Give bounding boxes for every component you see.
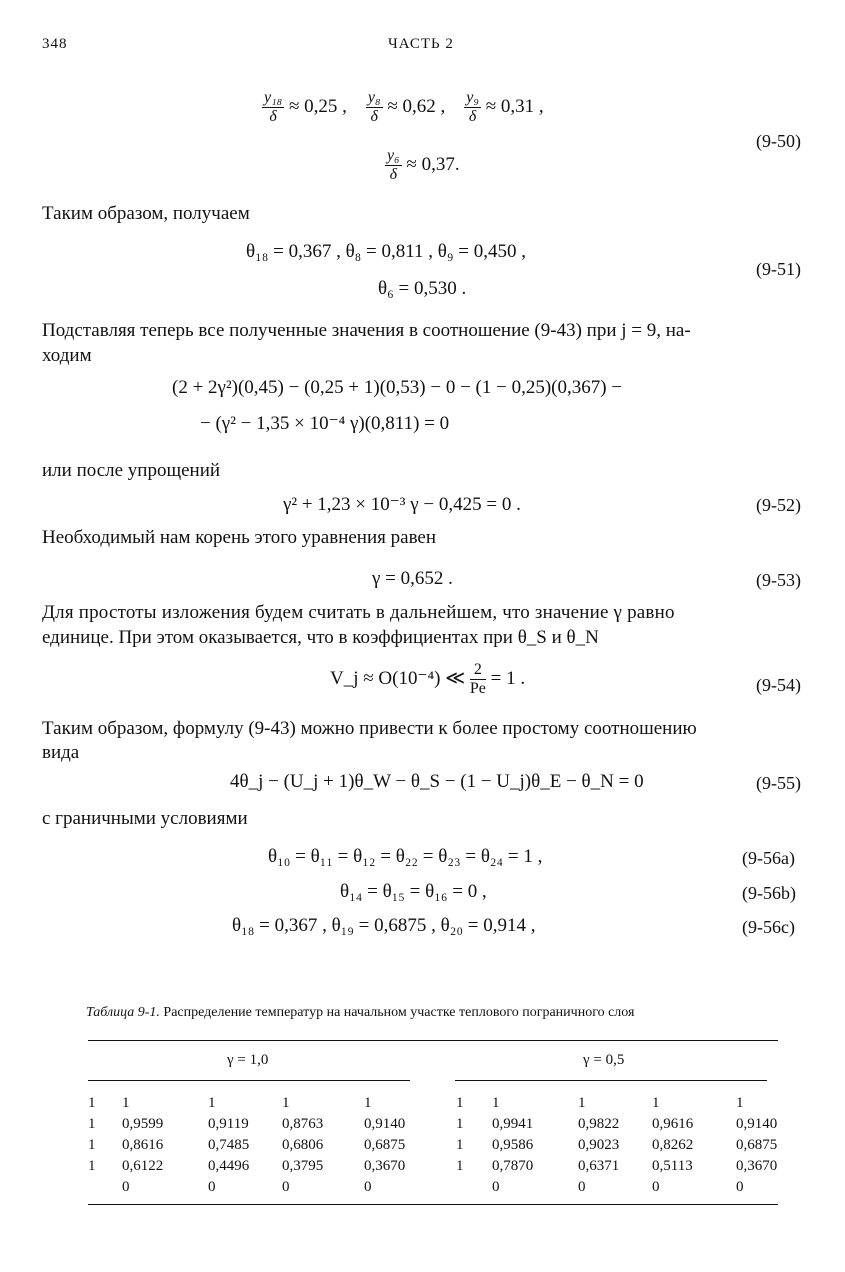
table-cell: 0,9616 bbox=[652, 1116, 694, 1132]
fraction-2-over-pe bbox=[470, 662, 486, 697]
table-cell: 0,8262 bbox=[652, 1137, 694, 1153]
eq-9-51-line2: θ₆ = 0,530 . bbox=[378, 278, 467, 299]
table-cell: 0,6806 bbox=[282, 1137, 324, 1153]
table-cell: 1 bbox=[492, 1095, 500, 1111]
fraction-denominator: δ bbox=[389, 166, 398, 183]
equation-number: (9-56c) bbox=[742, 917, 795, 937]
table-cell: 0,7870 bbox=[492, 1158, 534, 1174]
equation-number: (9-50) bbox=[756, 131, 801, 151]
fraction-numerator: y₁₈ bbox=[264, 89, 283, 106]
paragraph-text: вида bbox=[42, 742, 80, 763]
table-group-rule-left bbox=[88, 1080, 410, 1081]
table-cell: 1 bbox=[88, 1158, 96, 1174]
table-cell: 1 bbox=[456, 1095, 464, 1111]
page-number: 348 bbox=[42, 36, 68, 52]
value-y18: ≈ 0,25 , bbox=[288, 95, 347, 117]
table-cell: 0,6371 bbox=[578, 1158, 620, 1174]
table-cell bbox=[456, 1177, 492, 1198]
table-group-header-right: γ = 0,5 bbox=[583, 1052, 625, 1068]
equation-9-52: γ² + 1,23 × 10⁻³ γ − 0,425 = 0 . bbox=[283, 494, 521, 515]
fraction-y18 bbox=[262, 90, 284, 125]
fraction-denominator: δ bbox=[370, 108, 378, 125]
table-cell: 1 bbox=[364, 1095, 372, 1111]
equation-number: (9-54) bbox=[756, 675, 801, 695]
table-cell: 0,9599 bbox=[122, 1116, 164, 1132]
value-y9: ≈ 0,31 , bbox=[485, 95, 544, 117]
equation-number: (9-56b) bbox=[742, 883, 796, 903]
table-group-rule-right bbox=[455, 1080, 767, 1081]
table-cell: 0 bbox=[578, 1179, 586, 1195]
table-cell: 0,6122 bbox=[122, 1158, 164, 1174]
fraction-denominator: Pe bbox=[469, 680, 486, 697]
paragraph-text: Для простоты изложения будем считать в дальнейшем, что значение γ равно bbox=[42, 602, 675, 623]
table-cell: 0,9822 bbox=[578, 1116, 620, 1132]
value-y6: ≈ 0,37. bbox=[406, 153, 460, 175]
fraction-denominator: δ bbox=[468, 108, 477, 125]
equation-number: (9-53) bbox=[756, 570, 801, 590]
table-cell: 0,9140 bbox=[736, 1116, 778, 1132]
fraction-numerator: y₉ bbox=[466, 89, 479, 106]
table-cell: 1 bbox=[282, 1095, 290, 1111]
table-cell: 1 bbox=[652, 1095, 660, 1111]
table-cell: 0,3670 bbox=[364, 1158, 406, 1174]
table-cell: 0 bbox=[492, 1179, 500, 1195]
eq-9-51-line1: θ₁₈ = 0,367 , θ₈ = 0,811 , θ₉ = 0,450 , bbox=[246, 241, 526, 262]
table-cell: 0,8616 bbox=[122, 1137, 164, 1153]
temperature-table bbox=[88, 1093, 786, 1198]
table-cell: 0,5113 bbox=[652, 1158, 693, 1174]
equation-long-line2: − (γ² − 1,35 × 10⁻⁴ γ)(0,811) = 0 bbox=[200, 413, 450, 434]
fraction-numerator: 2 bbox=[470, 662, 486, 680]
equation-9-55: 4θ_j − (U_j + 1)θ_W − θ_S − (1 − U_j)θ_E − θ_N = 0 bbox=[230, 771, 644, 792]
fraction-denominator: δ bbox=[269, 108, 277, 125]
paragraph-text: Подставляя теперь все полученные значения в соотношение (9-43) при j = 9, на- bbox=[42, 320, 691, 341]
equation-9-56a: θ₁₀ = θ₁₁ = θ₁₂ = θ₂₂ = θ₂₃ = θ₂₄ = 1 , bbox=[268, 846, 543, 867]
table-cell: 0 bbox=[208, 1179, 216, 1195]
table-cell: 1 bbox=[208, 1095, 216, 1111]
table-cell: 1 bbox=[736, 1095, 744, 1111]
paragraph-text: Необходимый нам корень этого уравнения равен bbox=[42, 527, 437, 548]
paragraph-text: единице. При этом оказывается, что в коэффициентах при θ_S и θ_N bbox=[42, 627, 599, 648]
equation-number: (9-51) bbox=[756, 259, 801, 279]
table-top-rule bbox=[88, 1040, 778, 1041]
table-cell: 0 bbox=[652, 1179, 660, 1195]
table-caption bbox=[86, 1005, 634, 1021]
equation-9-56b: θ₁₄ = θ₁₅ = θ₁₆ = 0 , bbox=[340, 881, 487, 902]
equation-left: V_j ≈ O(10⁻⁴) ≪ bbox=[330, 667, 466, 689]
table-cell: 1 bbox=[88, 1137, 96, 1153]
paragraph-text: Таким образом, получаем bbox=[42, 203, 250, 224]
eq-9-50-line2 bbox=[385, 148, 460, 183]
table-cell: 0,9941 bbox=[492, 1116, 534, 1132]
table-row bbox=[88, 1093, 786, 1114]
paragraph-text: Таким образом, формулу (9-43) можно привести к более простому соотношению bbox=[42, 718, 697, 739]
table-cell: 1 bbox=[456, 1116, 464, 1132]
table-cell: 0,8763 bbox=[282, 1116, 324, 1132]
table-cell: 0 bbox=[364, 1179, 372, 1195]
equation-number: (9-56a) bbox=[742, 848, 795, 868]
table-caption-label: Таблица 9-1. bbox=[86, 1005, 160, 1020]
table-cell: 0,9119 bbox=[208, 1116, 249, 1132]
table-cell: 0,6875 bbox=[364, 1137, 406, 1153]
fraction-numerator: y₈ bbox=[367, 89, 381, 106]
paragraph-text: ходим bbox=[42, 345, 92, 366]
table-cell: 0,4496 bbox=[208, 1158, 250, 1174]
table-cell: 0 bbox=[736, 1179, 744, 1195]
table-cell: 0,3795 bbox=[282, 1158, 324, 1174]
equation-number: (9-52) bbox=[756, 495, 801, 515]
table-cell: 0,6875 bbox=[736, 1137, 778, 1153]
table-cell: 1 bbox=[578, 1095, 586, 1111]
table-cell: 1 bbox=[88, 1095, 96, 1111]
paragraph-text: или после упрощений bbox=[42, 460, 221, 481]
table-cell: 0,3670 bbox=[736, 1158, 778, 1174]
equation-long-line1: (2 + 2γ²)(0,45) − (0,25 + 1)(0,53) − 0 − (1 − 0,25)(0,367) − bbox=[172, 377, 623, 398]
table-caption-text: Распределение температур на начальном участке теплового пограничного слоя bbox=[159, 1005, 635, 1020]
fraction-numerator: y₆ bbox=[387, 147, 400, 164]
table-row bbox=[88, 1156, 786, 1177]
table-cell: 1 bbox=[456, 1137, 464, 1153]
equation-right: = 1 . bbox=[490, 667, 526, 689]
table-cell: 1 bbox=[456, 1158, 464, 1174]
eq-9-50-line1 bbox=[262, 90, 544, 125]
table-cell: 1 bbox=[88, 1116, 96, 1132]
table-group-header-left: γ = 1,0 bbox=[227, 1052, 269, 1068]
value-y8: ≈ 0,62 , bbox=[387, 95, 446, 117]
fraction-y6 bbox=[385, 148, 402, 183]
table-row bbox=[88, 1114, 786, 1135]
equation-9-56c: θ₁₈ = 0,367 , θ₁₉ = 0,6875 , θ₂₀ = 0,914 , bbox=[232, 915, 536, 936]
equation-9-54 bbox=[330, 662, 525, 697]
table-row bbox=[88, 1135, 786, 1156]
table-row bbox=[88, 1177, 786, 1198]
fraction-y9 bbox=[464, 90, 481, 125]
table-bottom-rule bbox=[88, 1204, 778, 1205]
table-cell: 0 bbox=[122, 1179, 130, 1195]
table-cell: 1 bbox=[122, 1095, 130, 1111]
equation-number: (9-55) bbox=[756, 773, 801, 793]
table-cell: 0,7485 bbox=[208, 1137, 250, 1153]
paragraph-text: с граничными условиями bbox=[42, 808, 248, 829]
table-cell: 0,9023 bbox=[578, 1137, 620, 1153]
equation-9-53: γ = 0,652 . bbox=[372, 568, 453, 589]
table-cell: 0,9140 bbox=[364, 1116, 406, 1132]
fraction-y8 bbox=[366, 90, 383, 125]
table-cell: 0 bbox=[282, 1179, 290, 1195]
table-cell bbox=[88, 1177, 122, 1198]
table-cell: 0,9586 bbox=[492, 1137, 534, 1153]
running-title: ЧАСТЬ 2 bbox=[388, 36, 454, 52]
